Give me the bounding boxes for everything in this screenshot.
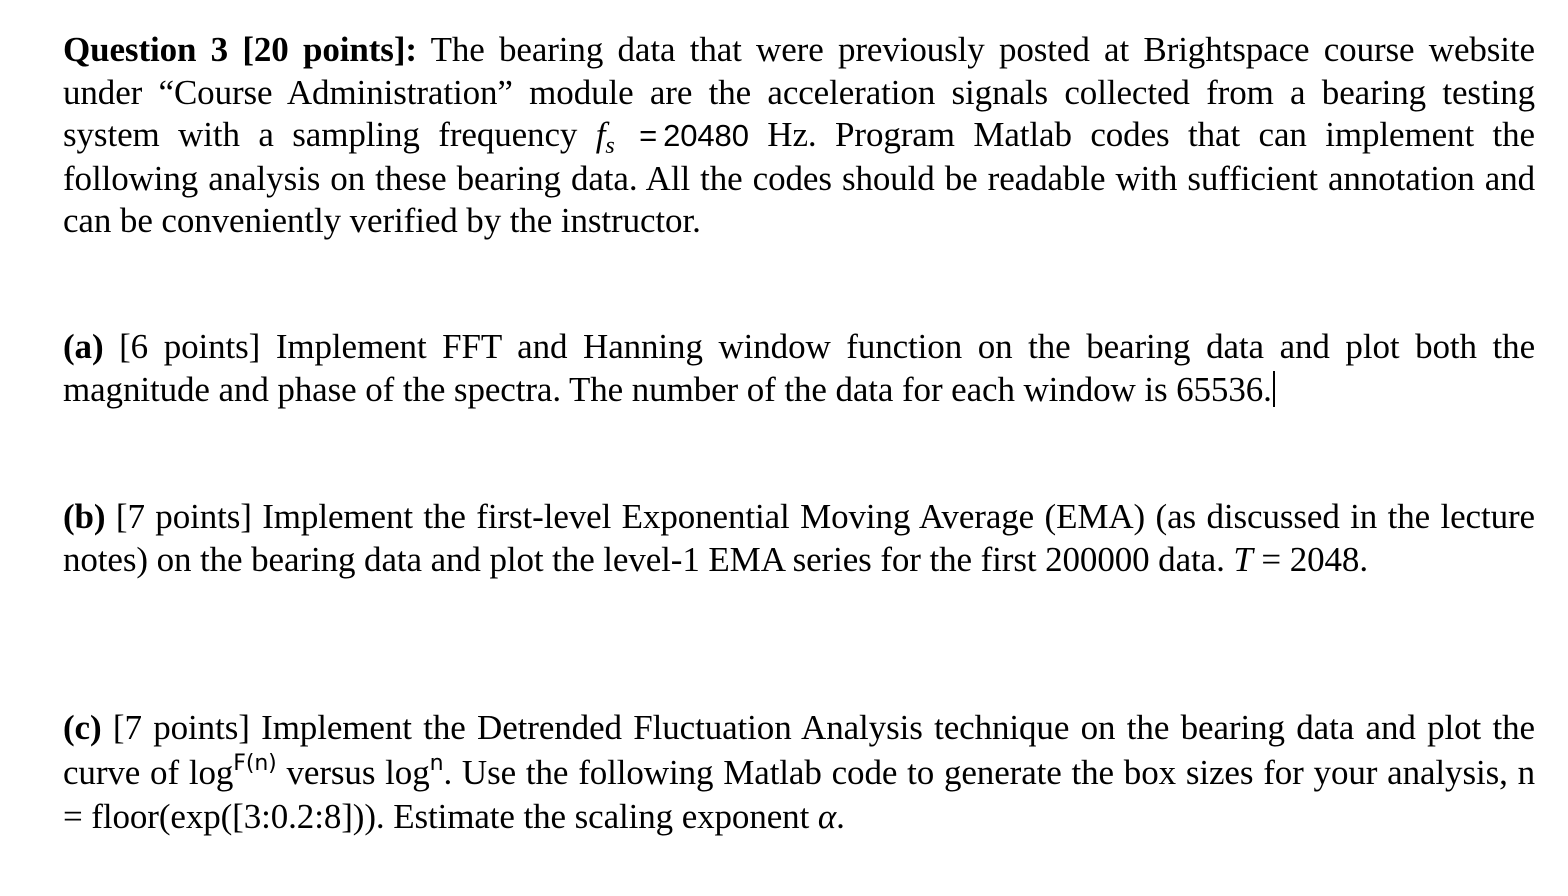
log-n-superscript: n xyxy=(429,750,444,776)
log-fn-superscript: F(n) xyxy=(233,750,277,776)
fs-value: 20480 xyxy=(663,118,749,153)
part-c-label: (c) xyxy=(63,708,102,747)
part-b-text-1: [7 points] Implement the first-level Exponential Moving Average (EMA) (as discussed in the lecture notes) on the bearing data and plot the level-1 EMA series for the first 200000 data. xyxy=(63,497,1535,579)
log-n-base: log xyxy=(385,752,430,792)
part-a-label: (a) xyxy=(63,327,104,366)
log-fn-base: log xyxy=(188,752,234,792)
part-c-text-3: . xyxy=(836,797,845,836)
t-equals: = xyxy=(1261,539,1282,579)
part-a-text: [6 points] Implement FFT and Hanning window function on the bearing data and plot both the magnitude and phase of the spectra. The number of the data for each window is 65536. xyxy=(63,327,1535,409)
question-heading: Question 3 [20 points]: xyxy=(63,30,417,69)
question-intro-paragraph xyxy=(63,29,1535,243)
part-b-paragraph xyxy=(63,496,1535,581)
part-c-text-2: . Use the following Matlab code to generate the box sizes for your analysis, n = floor(exp([3:0.2:8])). Estimate the scaling exponent xyxy=(63,752,1535,836)
part-c-text-1: [7 points] Implement the Detrended Fluctuation Analysis technique on the bearing data and plot the curve of xyxy=(63,708,1535,792)
part-c-versus: versus xyxy=(276,752,386,792)
text-cursor xyxy=(1273,371,1275,407)
fs-variable: f xyxy=(595,115,606,154)
part-a-paragraph xyxy=(63,326,1535,411)
part-b-text-2: 2048. xyxy=(1281,539,1368,579)
part-c-paragraph xyxy=(63,706,1535,840)
intro-text-2: Hz. Program Matlab codes that can implement the following analysis on these bearing data. All the codes should be readable with sufficient annotation and can be conveniently verified by the instructor. xyxy=(63,115,1535,240)
fs-equals: = xyxy=(639,118,658,153)
intro-text-1: The bearing data that were previously posted at Brightspace course website under “Course Administration” module are the acceleration signals collected from a bearing testing system with a sampling frequency xyxy=(63,30,1535,154)
t-variable: T xyxy=(1233,539,1253,579)
fs-subscript: s xyxy=(605,133,615,159)
part-b-label: (b) xyxy=(63,497,106,536)
alpha-symbol: α xyxy=(817,797,837,836)
